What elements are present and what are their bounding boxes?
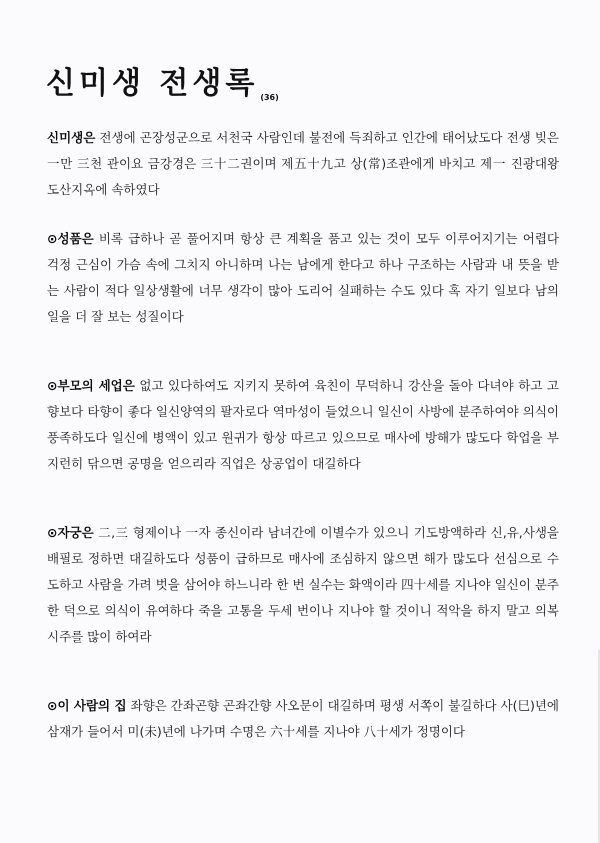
section-heading: 신미생은: [47, 130, 96, 145]
section-heading: ⊙부모의 세업은: [47, 378, 135, 393]
section-personality: [47, 226, 559, 330]
section-house: [47, 693, 559, 745]
section-heading: ⊙이 사람의 집: [47, 698, 127, 713]
section-past-life: [47, 125, 559, 203]
section-children: [47, 520, 559, 650]
page-title: [46, 58, 279, 102]
title-text: 신미생 전생록: [46, 66, 259, 101]
section-body: 없고 있다하여도 지키지 못하여 육친이 무덕하니 강산을 돌아 다녀야 하고 고향보다 타향이 좋다 일신양역의 팔자로다 역마성이 들었으니 일신이 사방에 분주하여야 의식이 풍족하도다 일신에 병액이 있고 원귀가 항상 따르고 있으므로 매사에 방해가 많도다 학업을 부지런히 닦으면 공명을 얻으리라 직업은 상공업이 대길하다: [47, 378, 559, 471]
section-parents-inheritance: [47, 373, 559, 477]
section-body: 비록 급하나 곧 풀어지며 항상 큰 계획을 품고 있는 것이 모두 이루어지기는 어렵다 걱정 근심이 가슴 속에 그치지 아니하며 나는 남에게 한다고 하나 구조하는 사람과 내 뜻을 받는 사람이 적다 일상생활에 너무 생각이 많아 도리어 실패하는 수도 있다 혹 자기 일보다 남의 일을 더 잘 보는 성질이다: [47, 231, 559, 324]
section-body: 二,三 형제이나 一자 종신이라 남녀간에 이별수가 있으니 기도방액하라 신,유,사생을 배필로 정하면 대길하도다 성품이 급하므로 매사에 조심하지 않으면 해가 많도다 선심으로 수도하고 사람을 가려 벗을 삼어야 하느니라 한 번 실수는 화액이라 四十세를 지나야 일신이 분주한 덕으로 의식이 유여하다 죽을 고통을 두세 번이나 지나야 할 것이니 적악을 하지 말고 의복시주를 많이 하여라: [47, 525, 559, 644]
section-heading: ⊙자궁은: [47, 525, 94, 540]
section-heading: ⊙성품은: [47, 231, 94, 246]
page-number: (36): [260, 93, 279, 102]
section-body: 좌향은 간좌곤향 곤좌간향 사오문이 대길하며 평생 서쪽이 불길하다 사(巳)년에 삼재가 들어서 미(未)년에 나가며 수명은 六十세를 지나야 八十세가 정명이다: [47, 698, 559, 739]
section-body: 전생에 곤장성군으로 서천국 사람인데 불전에 득죄하고 인간에 태어났도다 전생 빚은 一만 三천 관이요 금강경은 三十二권이며 제五十九고 상(常)조관에게 바치고 제一 진광대왕 도산지옥에 속하였다: [47, 130, 559, 197]
